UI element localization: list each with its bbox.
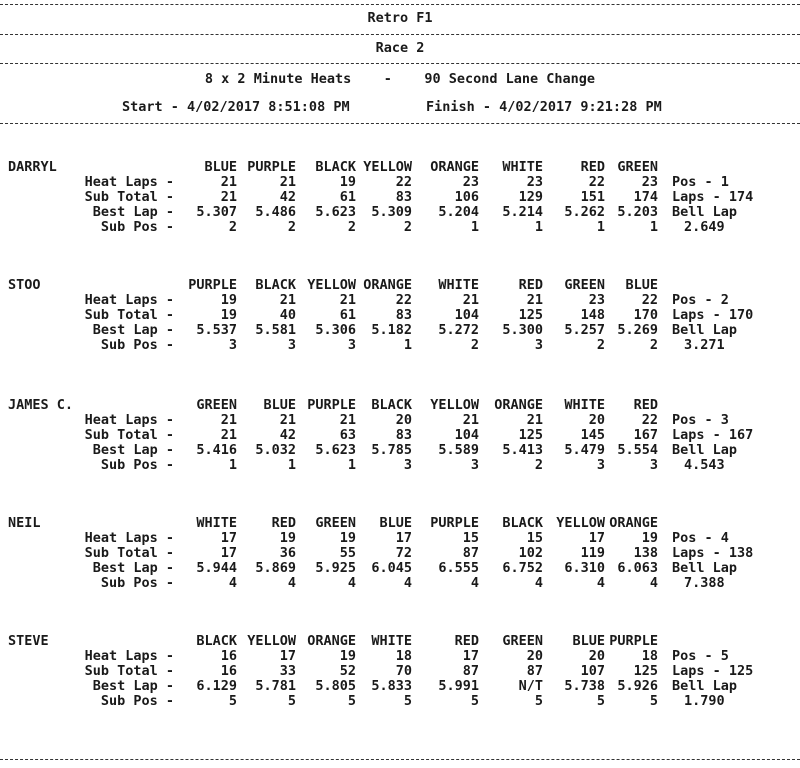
sub-total-value: 33 [279,663,296,679]
sub-total-value: 21 [220,189,237,205]
best-lap-value: 5.479 [564,442,605,458]
driver-name: DARRYL [8,159,57,175]
bell-lap-label: Bell Lap [672,204,738,220]
best-lap-value: 5.781 [255,678,296,694]
lane-color: WHITE [371,633,412,649]
sub-pos-value: 3 [649,457,658,473]
lane-color: ORANGE [363,277,412,293]
heat-laps-value: 21 [279,292,296,308]
best-lap-value: 6.129 [196,678,237,694]
sub-total-value: 151 [580,189,605,205]
report-title: Retro F1 [367,10,433,26]
heat-laps-value: 21 [462,412,479,428]
lane-color: YELLOW [363,159,412,175]
heat-laps-value: 19 [641,530,658,546]
heat-laps-value: 23 [462,174,479,190]
heat-laps-value: 21 [339,412,356,428]
heat-laps-value: 23 [641,174,658,190]
driver-results-grid [0,516,800,591]
sub-total-value: 125 [518,307,543,323]
sub-pos-label: Sub Pos - [100,337,174,353]
sub-pos-value: 4 [287,575,296,591]
sub-total-value: 87 [526,663,543,679]
lane-color: PURPLE [188,277,237,293]
heat-laps-value: 21 [462,292,479,308]
driver-block [0,160,800,270]
total-laps: Laps - 167 [672,427,754,443]
heat-laps-value: 21 [339,292,356,308]
heat-laps-value: 18 [641,648,658,664]
best-lap-value: 5.413 [502,442,543,458]
lane-color: GREEN [196,397,237,413]
heat-laps-value: 17 [462,648,479,664]
sub-pos-value: 4 [403,575,412,591]
final-position: Pos - 3 [672,412,729,428]
spacer [658,516,800,531]
lane-color: WHITE [564,397,605,413]
lane-color: BLUE [204,159,237,175]
sub-pos-value: 4 [347,575,356,591]
best-lap-value: 5.306 [315,322,356,338]
sub-pos-value: 2 [287,219,296,235]
driver-block [0,278,800,388]
best-lap-value: 5.214 [502,204,543,220]
sub-pos-value: 2 [534,457,543,473]
bell-lap-label: Bell Lap [672,442,738,458]
heat-laps-value: 19 [339,174,356,190]
bell-lap-value: 7.388 [684,575,725,591]
best-lap-value: 5.785 [371,442,412,458]
lane-color: GREEN [315,515,356,531]
heat-laps-label: Heat Laps - [84,530,174,546]
sub-total-value: 17 [220,545,237,561]
lane-color: ORANGE [430,159,479,175]
final-position: Pos - 5 [672,648,729,664]
lane-color: ORANGE [609,515,658,531]
bell-lap-value: 2.649 [684,219,725,235]
sub-total-value: 55 [339,545,356,561]
heat-laps-value: 17 [279,648,296,664]
sub-total-value: 125 [518,427,543,443]
driver-name: STEVE [8,633,49,649]
driver-results-grid [0,398,800,473]
divider [0,759,800,760]
lane-color: WHITE [502,159,543,175]
driver-block [0,398,800,508]
sub-pos-label: Sub Pos - [100,693,174,709]
heat-laps-value: 15 [462,530,479,546]
best-lap-value: 5.204 [438,204,479,220]
bell-lap-label: Bell Lap [672,560,738,576]
bell-lap-value: 4.543 [684,457,725,473]
heat-laps-value: 15 [526,530,543,546]
best-lap-value: 5.926 [617,678,658,694]
driver-block [0,516,800,626]
driver-name: STOO [8,277,41,293]
sub-pos-value: 3 [287,337,296,353]
best-lap-value: 5.272 [438,322,479,338]
sub-pos-value: 5 [228,693,237,709]
sub-pos-value: 5 [347,693,356,709]
lane-color: PURPLE [247,159,296,175]
driver-results-grid [0,160,800,235]
sub-pos-value: 1 [287,457,296,473]
lane-color: BLACK [255,277,296,293]
heat-laps-value: 21 [526,412,543,428]
heat-laps-value: 20 [526,648,543,664]
sub-total-value: 40 [279,307,296,323]
best-lap-value: 6.063 [617,560,658,576]
bell-lap-label: Bell Lap [672,678,738,694]
sub-total-value: 72 [395,545,412,561]
sub-pos-value: 4 [228,575,237,591]
sub-total-value: 125 [633,663,658,679]
divider [0,63,800,64]
sub-pos-value: 3 [228,337,237,353]
best-lap-value: 5.623 [315,442,356,458]
lane-color: BLUE [263,397,296,413]
sub-total-value: 145 [580,427,605,443]
driver-name: NEIL [8,515,41,531]
sub-total-value: 87 [462,663,479,679]
lane-color: PURPLE [307,397,356,413]
sub-total-value: 36 [279,545,296,561]
sub-pos-value: 2 [403,219,412,235]
sub-total-value: 70 [395,663,412,679]
heat-laps-value: 21 [220,412,237,428]
best-lap-value: 5.032 [255,442,296,458]
sub-total-value: 63 [339,427,356,443]
best-lap-value: 5.307 [196,204,237,220]
sub-total-value: 170 [633,307,658,323]
lane-color: WHITE [196,515,237,531]
heat-laps-value: 21 [526,292,543,308]
lane-color: BLACK [315,159,356,175]
sub-total-value: 83 [395,427,412,443]
heat-laps-value: 17 [588,530,605,546]
sub-pos-label: Sub Pos - [100,219,174,235]
sub-pos-value: 3 [596,457,605,473]
sub-total-label: Sub Total - [84,307,174,323]
lane-color: BLUE [572,633,605,649]
best-lap-value: 5.623 [315,204,356,220]
lane-color: YELLOW [307,277,356,293]
best-lap-label: Best Lap - [92,442,174,458]
lane-color: RED [454,633,479,649]
divider [0,123,800,124]
sub-total-value: 174 [633,189,658,205]
best-lap-value: 5.581 [255,322,296,338]
sub-total-value: 129 [518,189,543,205]
lane-color: PURPLE [609,633,658,649]
best-lap-value: 6.555 [438,560,479,576]
start-time: Start - 4/02/2017 8:51:08 PM [122,99,350,115]
total-laps: Laps - 125 [672,663,754,679]
best-lap-label: Best Lap - [92,560,174,576]
sub-total-value: 61 [339,307,356,323]
sub-total-value: 104 [454,427,479,443]
lane-color: GREEN [564,277,605,293]
sub-pos-value: 5 [649,693,658,709]
lane-color: GREEN [617,159,658,175]
heat-laps-value: 22 [395,174,412,190]
sub-pos-value: 2 [470,337,479,353]
driver-results-grid [0,278,800,353]
sub-total-label: Sub Total - [84,663,174,679]
driver-results-grid [0,634,800,709]
sub-total-label: Sub Total - [84,189,174,205]
final-position: Pos - 4 [672,530,729,546]
best-lap-value: 5.416 [196,442,237,458]
heat-laps-value: 16 [220,648,237,664]
heat-laps-label: Heat Laps - [84,174,174,190]
best-lap-value: 5.554 [617,442,658,458]
sub-total-value: 104 [454,307,479,323]
best-lap-value: 5.869 [255,560,296,576]
divider [0,34,800,35]
heat-laps-value: 17 [220,530,237,546]
sub-pos-value: 1 [403,337,412,353]
sub-pos-value: 1 [649,219,658,235]
sub-pos-value: 1 [470,219,479,235]
best-lap-value: 6.045 [371,560,412,576]
driver-block [0,634,800,744]
sub-pos-value: 5 [534,693,543,709]
heat-laps-value: 22 [395,292,412,308]
sub-total-value: 83 [395,189,412,205]
best-lap-value: 5.537 [196,322,237,338]
spacer [658,278,800,293]
sub-pos-value: 1 [347,457,356,473]
best-lap-value: 5.738 [564,678,605,694]
sub-pos-value: 5 [287,693,296,709]
final-position: Pos - 2 [672,292,729,308]
sub-pos-value: 3 [470,457,479,473]
sub-pos-value: 4 [534,575,543,591]
lane-color: YELLOW [430,397,479,413]
best-lap-label: Best Lap - [92,204,174,220]
sub-total-value: 167 [633,427,658,443]
sub-pos-value: 5 [403,693,412,709]
sub-pos-value: 4 [470,575,479,591]
sub-total-value: 52 [339,663,356,679]
lane-color: YELLOW [247,633,296,649]
total-laps: Laps - 174 [672,189,754,205]
lane-color: ORANGE [307,633,356,649]
lane-color: YELLOW [556,515,605,531]
heat-laps-value: 19 [339,530,356,546]
lane-color: RED [271,515,296,531]
heat-laps-value: 23 [526,174,543,190]
sub-total-value: 87 [462,545,479,561]
sub-pos-value: 1 [534,219,543,235]
heat-laps-value: 21 [279,174,296,190]
heat-laps-value: 17 [395,530,412,546]
sub-pos-value: 3 [347,337,356,353]
sub-total-value: 106 [454,189,479,205]
heat-laps-value: 21 [220,174,237,190]
heat-laps-value: 19 [220,292,237,308]
sub-pos-value: 1 [596,219,605,235]
spacer [658,398,800,413]
heat-laps-value: 19 [279,530,296,546]
lane-color: PURPLE [430,515,479,531]
sub-pos-value: 4 [596,575,605,591]
sub-pos-value: 4 [649,575,658,591]
sub-pos-value: 1 [228,457,237,473]
race-name: Race 2 [375,40,425,56]
best-lap-value: 5.925 [315,560,356,576]
race-format: 8 x 2 Minute Heats - 90 Second Lane Change [204,71,596,87]
best-lap-value: 5.262 [564,204,605,220]
lane-color: BLUE [625,277,658,293]
best-lap-value: 5.203 [617,204,658,220]
sub-pos-label: Sub Pos - [100,575,174,591]
lane-color: BLACK [196,633,237,649]
sub-pos-value: 2 [649,337,658,353]
finish-time: Finish - 4/02/2017 9:21:28 PM [426,99,662,115]
lane-color: WHITE [438,277,479,293]
sub-total-value: 107 [580,663,605,679]
heat-laps-value: 20 [588,648,605,664]
sub-pos-value: 2 [596,337,605,353]
best-lap-value: 5.944 [196,560,237,576]
sub-total-value: 16 [220,663,237,679]
sub-total-value: 138 [633,545,658,561]
best-lap-value: 5.257 [564,322,605,338]
heat-laps-value: 22 [641,292,658,308]
best-lap-value: 5.805 [315,678,356,694]
best-lap-value: 5.300 [502,322,543,338]
heat-laps-value: 19 [339,648,356,664]
bell-lap-value: 1.790 [684,693,725,709]
sub-total-value: 61 [339,189,356,205]
sub-total-value: 102 [518,545,543,561]
sub-total-value: 148 [580,307,605,323]
total-laps: Laps - 170 [672,307,754,323]
heat-laps-value: 22 [588,174,605,190]
sub-pos-label: Sub Pos - [100,457,174,473]
lane-color: RED [633,397,658,413]
lane-color: BLUE [379,515,412,531]
best-lap-value: 5.486 [255,204,296,220]
total-laps: Laps - 138 [672,545,754,561]
heat-laps-value: 23 [588,292,605,308]
heat-laps-value: 21 [279,412,296,428]
sub-pos-value: 2 [347,219,356,235]
lane-color: BLACK [371,397,412,413]
lane-color: RED [518,277,543,293]
best-lap-value: 5.309 [371,204,412,220]
spacer [658,634,800,649]
best-lap-label: Best Lap - [92,322,174,338]
sub-total-label: Sub Total - [84,545,174,561]
sub-pos-value: 5 [596,693,605,709]
heat-laps-value: 20 [588,412,605,428]
final-position: Pos - 1 [672,174,729,190]
sub-total-value: 83 [395,307,412,323]
heat-laps-value: 22 [641,412,658,428]
heat-laps-value: 18 [395,648,412,664]
sub-total-value: 119 [580,545,605,561]
divider [0,4,800,5]
heat-laps-value: 20 [395,412,412,428]
spacer [658,160,800,175]
best-lap-value: N/T [518,678,543,694]
best-lap-label: Best Lap - [92,678,174,694]
sub-total-label: Sub Total - [84,427,174,443]
best-lap-value: 6.310 [564,560,605,576]
sub-total-value: 19 [220,307,237,323]
sub-total-value: 42 [279,427,296,443]
heat-laps-label: Heat Laps - [84,292,174,308]
best-lap-value: 6.752 [502,560,543,576]
sub-pos-value: 3 [534,337,543,353]
sub-total-value: 21 [220,427,237,443]
lane-color: RED [580,159,605,175]
sub-pos-value: 3 [403,457,412,473]
bell-lap-label: Bell Lap [672,322,738,338]
best-lap-value: 5.589 [438,442,479,458]
best-lap-value: 5.991 [438,678,479,694]
best-lap-value: 5.269 [617,322,658,338]
lane-color: BLACK [502,515,543,531]
sub-pos-value: 5 [470,693,479,709]
sub-pos-value: 2 [228,219,237,235]
heat-laps-label: Heat Laps - [84,648,174,664]
lane-color: ORANGE [494,397,543,413]
best-lap-value: 5.182 [371,322,412,338]
sub-total-value: 42 [279,189,296,205]
best-lap-value: 5.833 [371,678,412,694]
driver-name: JAMES C. [8,397,74,413]
bell-lap-value: 3.271 [684,337,725,353]
lane-color: GREEN [502,633,543,649]
heat-laps-label: Heat Laps - [84,412,174,428]
